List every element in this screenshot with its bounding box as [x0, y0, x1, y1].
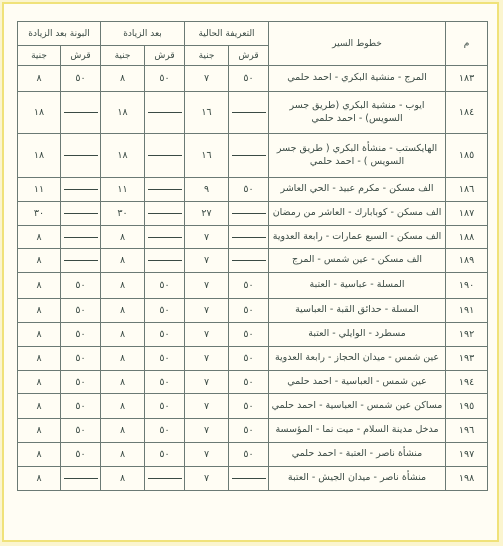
dash-cell	[61, 178, 101, 202]
card-pound: ١٨	[18, 134, 61, 178]
document-page	[2, 2, 499, 542]
dash-cell	[145, 249, 185, 273]
after-piaster: ٥٠	[145, 66, 185, 92]
current-pound: ٧	[185, 249, 229, 273]
after-piaster: ٥٠	[145, 443, 185, 467]
fare-table	[17, 21, 488, 491]
dash-cell	[61, 202, 101, 226]
current-pound: ٧	[185, 394, 229, 419]
row-number: ١٩٤	[446, 371, 488, 394]
table-row	[18, 249, 488, 273]
route-name: ايوب - منشية البكري (طريق جسر السويس) - احمد حلمي	[269, 92, 446, 134]
row-number: ١٩٣	[446, 347, 488, 371]
header-current-fare: التعريفة الحالية	[185, 22, 269, 46]
row-number: ١٩٦	[446, 419, 488, 443]
card-piaster: ٥٠	[61, 273, 101, 299]
route-name: الف مسكن - كوبابارك - العاشر من رمضان	[269, 202, 446, 226]
dash-line	[232, 478, 266, 479]
card-pound: ٨	[18, 371, 61, 394]
current-pound: ١٦	[185, 134, 229, 178]
table-row	[18, 299, 488, 323]
dash-cell	[61, 134, 101, 178]
current-pound: ٧	[185, 419, 229, 443]
subheader-piaster: قرش	[229, 46, 269, 66]
card-pound: ١٨	[18, 92, 61, 134]
dash-line	[64, 260, 98, 261]
after-pound: ٨	[101, 394, 145, 419]
dash-cell	[145, 226, 185, 249]
current-piaster: ٥٠	[229, 394, 269, 419]
card-pound: ٨	[18, 467, 61, 491]
row-number: ١٩٥	[446, 394, 488, 419]
card-piaster: ٥٠	[61, 323, 101, 347]
dash-line	[232, 155, 266, 156]
dash-cell	[229, 249, 269, 273]
after-pound: ١١	[101, 178, 145, 202]
route-name: الهايكستب - منشأة البكري ( طريق جسر السويس ) - احمد حلمي	[269, 134, 446, 178]
current-pound: ٧	[185, 66, 229, 92]
card-piaster: ٥٠	[61, 347, 101, 371]
current-pound: ٧	[185, 226, 229, 249]
row-number: ١٩٧	[446, 443, 488, 467]
row-number: ١٩١	[446, 299, 488, 323]
header-route: خطوط السير	[269, 22, 446, 66]
dash-cell	[229, 202, 269, 226]
after-pound: ٨	[101, 249, 145, 273]
row-number: ١٩٢	[446, 323, 488, 347]
route-name: مساكن عين شمس - العباسية - احمد حلمي	[269, 394, 446, 419]
header-card-after-increase: البونة بعد الزيادة	[18, 22, 101, 46]
dash-line	[148, 112, 182, 113]
current-pound: ٧	[185, 347, 229, 371]
current-piaster: ٥٠	[229, 178, 269, 202]
after-pound: ١٨	[101, 92, 145, 134]
table-row	[18, 66, 488, 92]
current-piaster: ٥٠	[229, 323, 269, 347]
after-piaster: ٥٠	[145, 371, 185, 394]
table-row	[18, 273, 488, 299]
dash-line	[232, 260, 266, 261]
card-pound: ٨	[18, 347, 61, 371]
row-number: ١٩٨	[446, 467, 488, 491]
card-pound: ٨	[18, 419, 61, 443]
route-name: الف مسكن - عين شمس - المرج	[269, 249, 446, 273]
dash-line	[64, 189, 98, 190]
dash-line	[148, 260, 182, 261]
current-piaster: ٥٠	[229, 419, 269, 443]
after-piaster: ٥٠	[145, 323, 185, 347]
after-piaster: ٥٠	[145, 394, 185, 419]
dash-line	[232, 112, 266, 113]
dash-cell	[229, 92, 269, 134]
route-name: المسلة - عباسية - العتبة	[269, 273, 446, 299]
current-piaster: ٥٠	[229, 443, 269, 467]
route-name: عين شمس - ميدان الحجاز - رابعة العدوية	[269, 347, 446, 371]
table-row	[18, 467, 488, 491]
dash-cell	[229, 226, 269, 249]
route-name: الف مسكن - السبع عمارات - رابعة العدوية	[269, 226, 446, 249]
dash-line	[148, 213, 182, 214]
after-pound: ٨	[101, 419, 145, 443]
card-piaster: ٥٠	[61, 299, 101, 323]
dash-line	[64, 155, 98, 156]
table-row	[18, 371, 488, 394]
current-piaster: ٥٠	[229, 66, 269, 92]
card-piaster: ٥٠	[61, 371, 101, 394]
after-pound: ٨	[101, 273, 145, 299]
dash-cell	[61, 226, 101, 249]
subheader-piaster: قرش	[145, 46, 185, 66]
card-pound: ٨	[18, 249, 61, 273]
dash-cell	[145, 178, 185, 202]
current-pound: ٧	[185, 273, 229, 299]
table-row	[18, 323, 488, 347]
route-name: عين شمس - العباسية - احمد حلمي	[269, 371, 446, 394]
dash-cell	[145, 92, 185, 134]
card-pound: ٨	[18, 299, 61, 323]
card-piaster: ٥٠	[61, 66, 101, 92]
dash-line	[64, 112, 98, 113]
after-pound: ٨	[101, 299, 145, 323]
after-pound: ٨	[101, 323, 145, 347]
dash-line	[148, 478, 182, 479]
table-row	[18, 419, 488, 443]
dash-line	[148, 237, 182, 238]
row-number: ١٨٧	[446, 202, 488, 226]
dash-cell	[229, 467, 269, 491]
current-pound: ٧	[185, 299, 229, 323]
subheader-piaster: قرش	[61, 46, 101, 66]
dash-line	[64, 478, 98, 479]
dash-cell	[61, 249, 101, 273]
dash-cell	[61, 92, 101, 134]
table-row	[18, 394, 488, 419]
row-number: ١٨٨	[446, 226, 488, 249]
card-piaster: ٥٠	[61, 394, 101, 419]
route-name: المرج - منشية البكري - احمد حلمي	[269, 66, 446, 92]
table-row	[18, 347, 488, 371]
after-pound: ١٨	[101, 134, 145, 178]
dash-line	[232, 237, 266, 238]
row-number: ١٩٠	[446, 273, 488, 299]
subheader-pound: جنية	[101, 46, 145, 66]
table-row	[18, 92, 488, 134]
current-pound: ٢٧	[185, 202, 229, 226]
header-after-increase: بعد الزيادة	[101, 22, 185, 46]
subheader-pound: جنية	[185, 46, 229, 66]
route-name: منشأة ناصر - ميدان الجيش - العتبة	[269, 467, 446, 491]
current-piaster: ٥٠	[229, 299, 269, 323]
after-pound: ٨	[101, 443, 145, 467]
dash-cell	[229, 134, 269, 178]
table-row	[18, 134, 488, 178]
current-pound: ٧	[185, 371, 229, 394]
current-pound: ٧	[185, 467, 229, 491]
card-pound: ١١	[18, 178, 61, 202]
route-name: مدخل مدينة السلام - ميت نما - المؤسسة	[269, 419, 446, 443]
dash-line	[148, 189, 182, 190]
dash-cell	[145, 202, 185, 226]
card-pound: ٨	[18, 443, 61, 467]
after-pound: ٣٠	[101, 202, 145, 226]
row-number: ١٨٣	[446, 66, 488, 92]
card-pound: ٨	[18, 226, 61, 249]
card-piaster: ٥٠	[61, 419, 101, 443]
route-name: منشأة ناصر - العتبة - احمد حلمي	[269, 443, 446, 467]
current-pound: ٧	[185, 323, 229, 347]
header-num: م	[446, 22, 488, 66]
dash-cell	[61, 467, 101, 491]
table-row	[18, 202, 488, 226]
card-pound: ٨	[18, 273, 61, 299]
route-name: مسطرد - الوايلي - العتبة	[269, 323, 446, 347]
after-pound: ٨	[101, 226, 145, 249]
after-pound: ٨	[101, 66, 145, 92]
table-row	[18, 443, 488, 467]
row-number: ١٨٤	[446, 92, 488, 134]
card-pound: ٨	[18, 394, 61, 419]
table-row	[18, 178, 488, 202]
dash-line	[232, 213, 266, 214]
row-number: ١٨٥	[446, 134, 488, 178]
current-piaster: ٥٠	[229, 347, 269, 371]
card-pound: ٨	[18, 323, 61, 347]
after-pound: ٨	[101, 371, 145, 394]
dash-cell	[145, 134, 185, 178]
after-piaster: ٥٠	[145, 347, 185, 371]
card-piaster: ٥٠	[61, 443, 101, 467]
current-pound: ٧	[185, 443, 229, 467]
after-piaster: ٥٠	[145, 299, 185, 323]
row-number: ١٨٦	[446, 178, 488, 202]
dash-line	[148, 155, 182, 156]
current-piaster: ٥٠	[229, 273, 269, 299]
after-piaster: ٥٠	[145, 273, 185, 299]
dash-line	[64, 213, 98, 214]
route-name: المسلة - حدائق القبة - العباسية	[269, 299, 446, 323]
card-pound: ٣٠	[18, 202, 61, 226]
table-row	[18, 226, 488, 249]
dash-cell	[145, 467, 185, 491]
after-pound: ٨	[101, 347, 145, 371]
current-pound: ١٦	[185, 92, 229, 134]
current-pound: ٩	[185, 178, 229, 202]
dash-line	[64, 237, 98, 238]
subheader-pound: جنية	[18, 46, 61, 66]
row-number: ١٨٩	[446, 249, 488, 273]
after-pound: ٨	[101, 467, 145, 491]
after-piaster: ٥٠	[145, 419, 185, 443]
current-piaster: ٥٠	[229, 371, 269, 394]
route-name: الف مسكن - مكرم عبيد - الحي العاشر	[269, 178, 446, 202]
card-pound: ٨	[18, 66, 61, 92]
